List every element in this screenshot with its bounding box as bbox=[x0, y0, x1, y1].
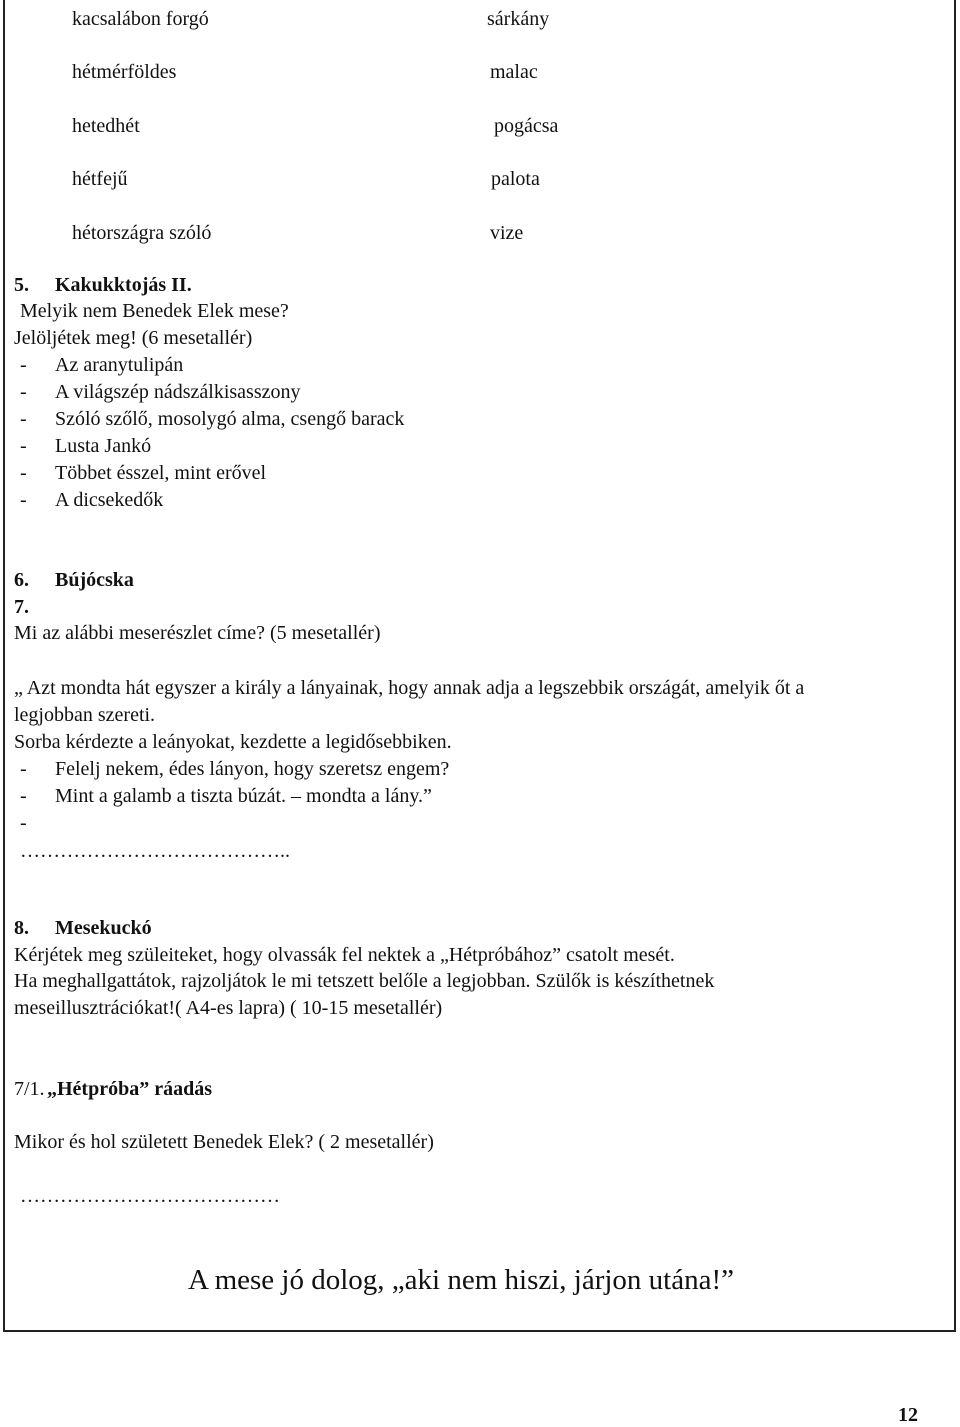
task7-line3: Sorba kérdezte a leányokat, kezdette a legidősebbiken. bbox=[14, 731, 452, 753]
task6-title: Bújócska bbox=[55, 569, 134, 591]
match-right-2: malac bbox=[490, 61, 538, 83]
task5-title: Kakukktojás II. bbox=[55, 274, 192, 296]
task5-item: Lusta Jankó bbox=[55, 435, 152, 457]
task5-dash: - bbox=[20, 435, 27, 457]
task5-dash: - bbox=[20, 354, 27, 376]
task8-title: Mesekuckó bbox=[55, 917, 152, 939]
match-left-2: hétmérföldes bbox=[72, 61, 177, 83]
match-left-4: hétfejű bbox=[72, 168, 128, 190]
task5-dash: - bbox=[20, 462, 27, 484]
bonus-number: 7/1. bbox=[14, 1078, 45, 1100]
task7-quote-line2: legjobban szereti. bbox=[14, 704, 156, 726]
task8-line: meseillusztrációkat!( A4-es lapra) ( 10-15 mesetallér) bbox=[14, 997, 443, 1019]
match-left-5: hétországra szóló bbox=[72, 222, 212, 244]
task5-dash: - bbox=[20, 381, 27, 403]
task5-dash: - bbox=[20, 408, 27, 430]
task5-item: A dicsekedők bbox=[55, 489, 164, 511]
task7-answer-dots: ………………………………….. bbox=[20, 840, 290, 862]
task6-number: 6. bbox=[14, 569, 29, 591]
task5-item: Többet ésszel, mint erővel bbox=[55, 462, 267, 484]
task8-line: Ha meghallgattátok, rajzoljátok le mi tetszett belőle a legjobban. Szülők is készíthetnek bbox=[14, 970, 715, 992]
task7-dash: - bbox=[20, 785, 27, 807]
task7-question: Mi az alábbi meserészlet címe? (5 mesetallér) bbox=[14, 622, 381, 644]
match-right-5: vize bbox=[490, 222, 524, 244]
match-left-3: hetedhét bbox=[72, 115, 140, 137]
bonus-title: „Hétpróba” ráadás bbox=[47, 1078, 212, 1100]
task5-item: Az aranytulipán bbox=[55, 354, 184, 376]
task5-item: Szóló szőlő, mosolygó alma, csengő barack bbox=[55, 408, 405, 430]
task5-dash: - bbox=[20, 489, 27, 511]
bonus-answer-dots: ………………………………… bbox=[20, 1185, 280, 1207]
task7-dialog-line: Mint a galamb a tiszta búzát. – mondta a lány.” bbox=[55, 785, 432, 807]
page-number: 12 bbox=[898, 1404, 918, 1426]
task7-dash: - bbox=[20, 758, 27, 780]
task5-item: A világszép nádszálkisasszony bbox=[55, 381, 301, 403]
task7-dash: - bbox=[20, 812, 27, 834]
task5-instruction: Jelöljétek meg! (6 mesetallér) bbox=[14, 327, 253, 349]
task5-question: Melyik nem Benedek Elek mese? bbox=[20, 300, 289, 322]
task7-dialog-line: Felelj nekem, édes lányon, hogy szeretsz engem? bbox=[55, 758, 450, 780]
task5-number: 5. bbox=[14, 274, 29, 296]
match-left-1: kacsalábon forgó bbox=[72, 8, 209, 30]
match-right-3: pogácsa bbox=[494, 115, 559, 137]
match-right-1: sárkány bbox=[487, 8, 550, 30]
task7-number: 7. bbox=[14, 596, 29, 618]
task8-line: Kérjétek meg szüleiteket, hogy olvassák fel nektek a „Hétpróbához” csatolt mesét. bbox=[14, 944, 675, 966]
closing-motto: A mese jó dolog, „aki nem hiszi, járjon utána!” bbox=[188, 1264, 735, 1296]
task7-quote-line1: „ Azt mondta hát egyszer a király a lányainak, hogy annak adja a legszebbik országát, amelyik őt a bbox=[14, 677, 805, 699]
match-right-4: palota bbox=[491, 168, 540, 190]
task8-number: 8. bbox=[14, 917, 29, 939]
bonus-question: Mikor és hol született Benedek Elek? ( 2 mesetallér) bbox=[14, 1131, 434, 1153]
